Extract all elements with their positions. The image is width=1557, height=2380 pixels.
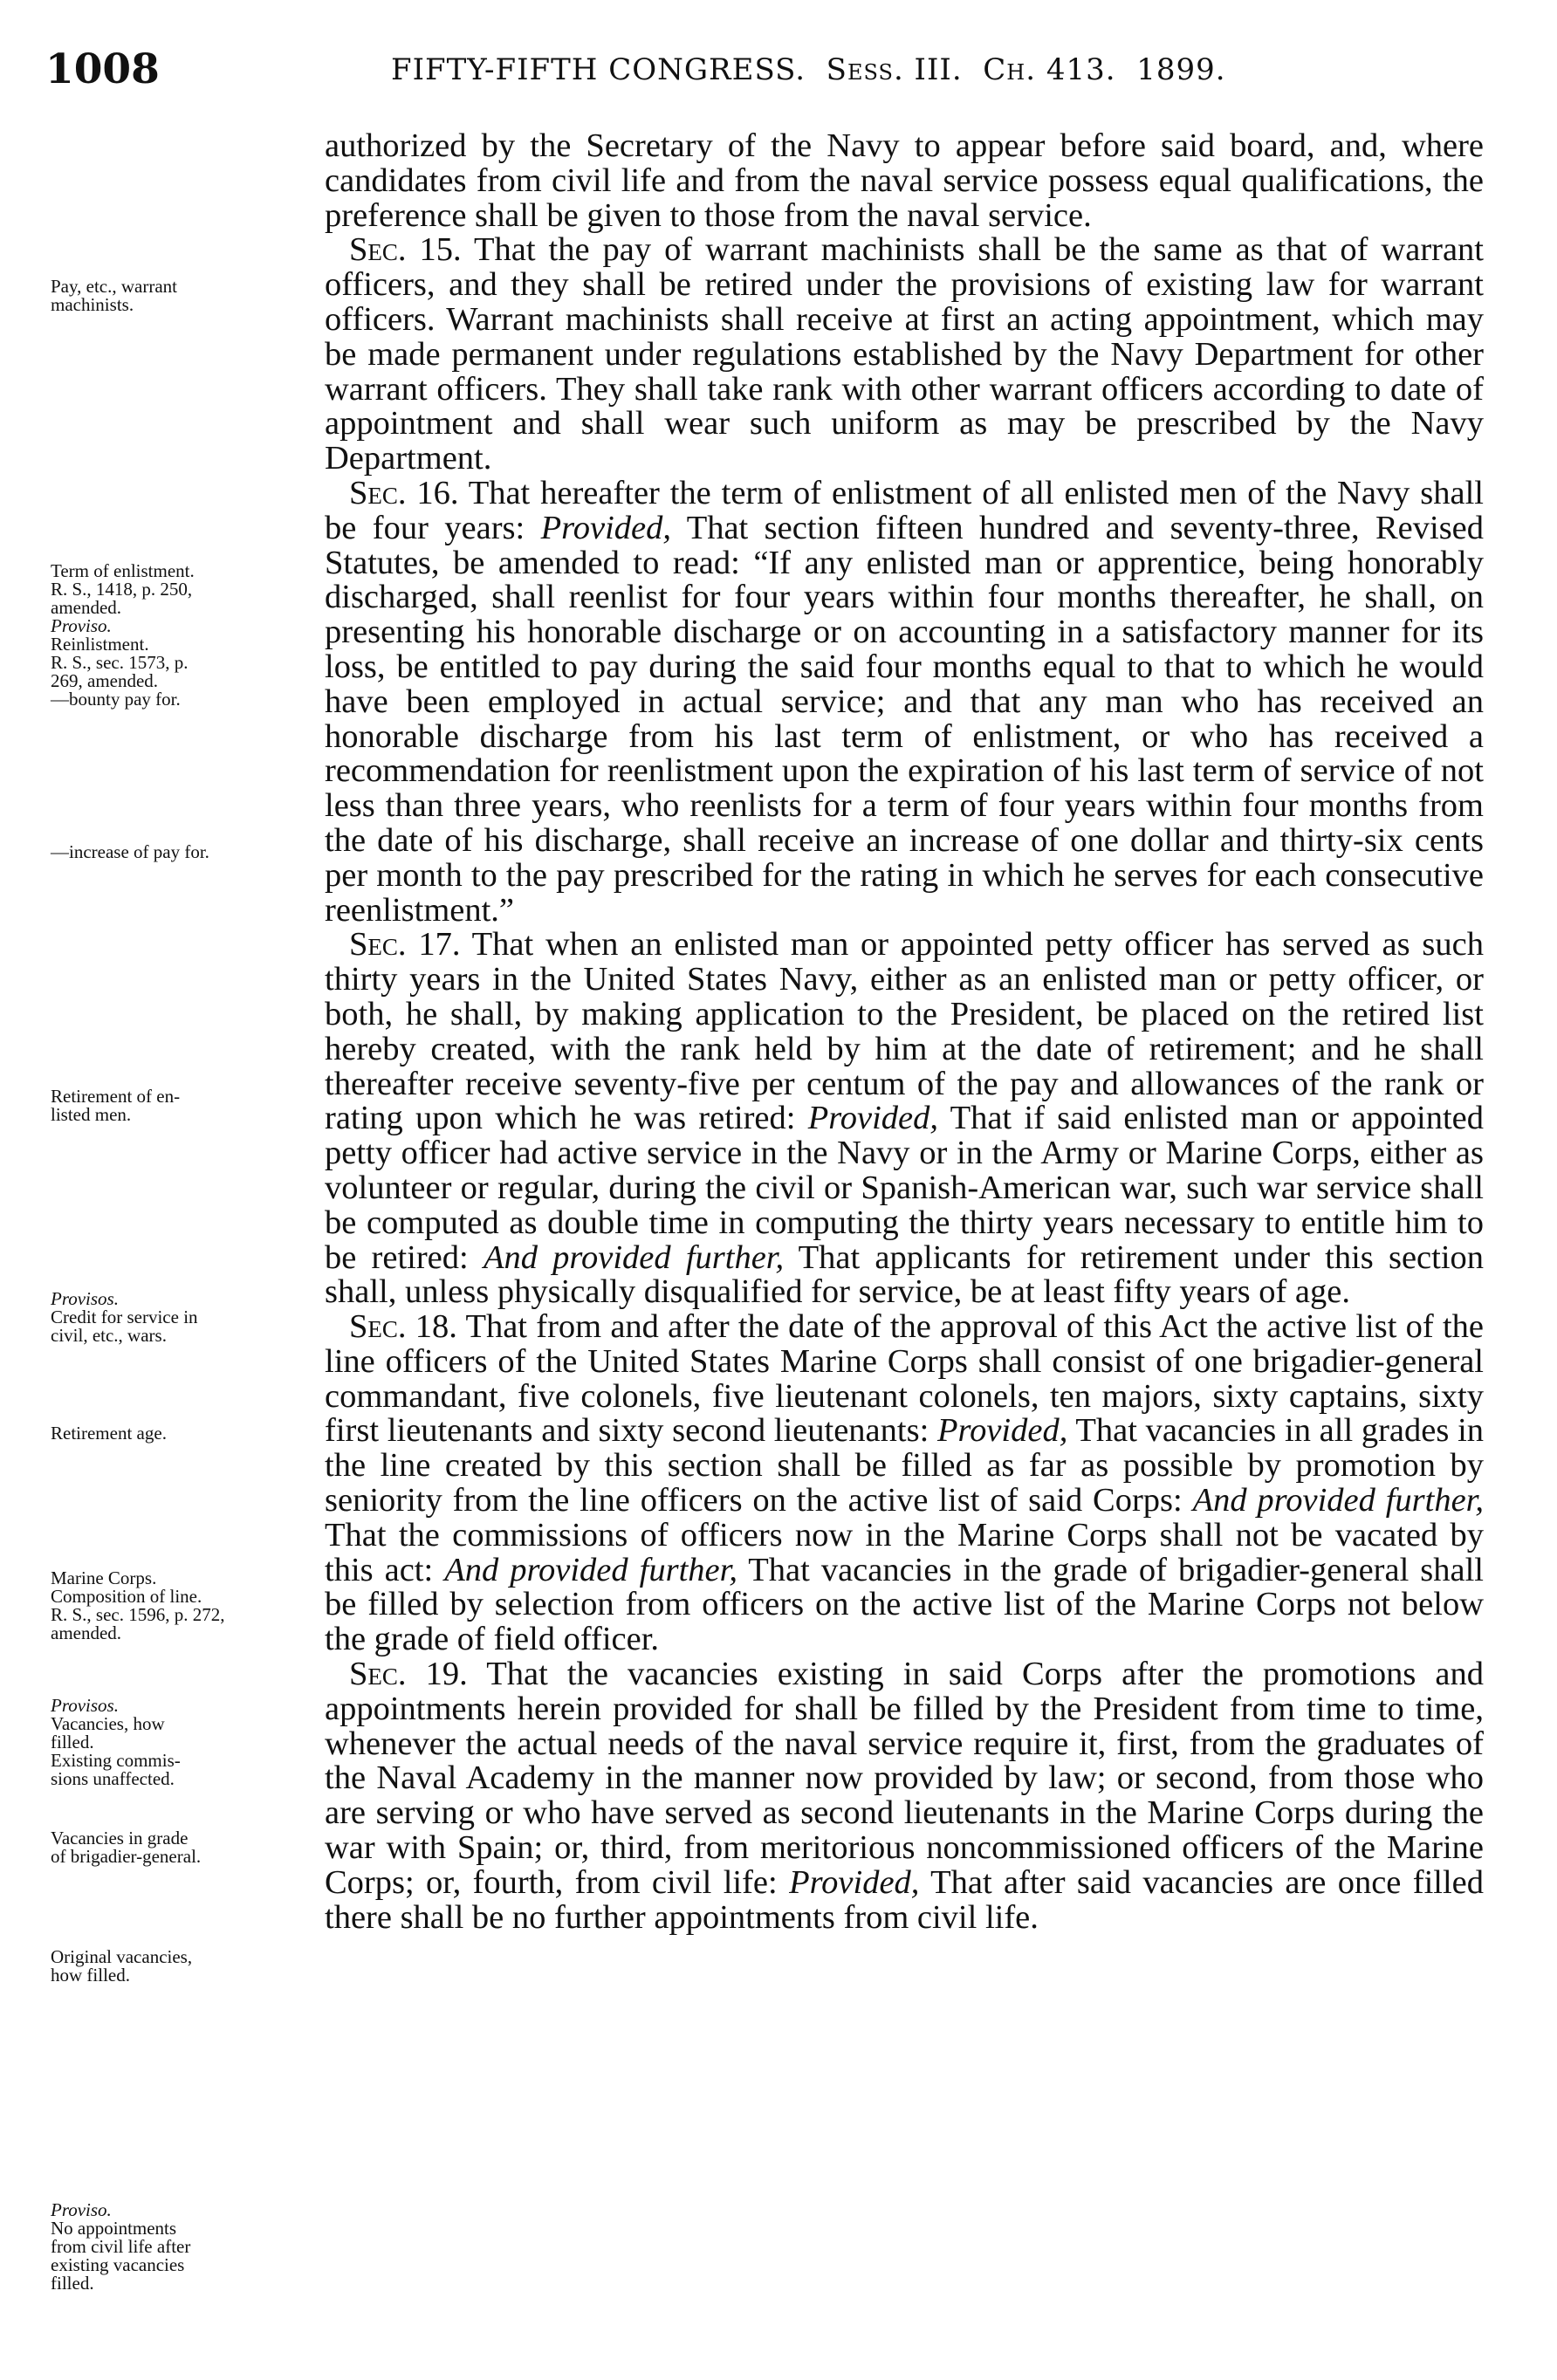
margin-line: Retirement of en-	[51, 1086, 181, 1107]
margin-note-increase-pay	[51, 843, 312, 861]
margin-line: Credit for service in	[51, 1307, 198, 1327]
margin-line: from civil life after	[51, 2236, 191, 2257]
section-17-label: Sec. 17.	[349, 926, 461, 964]
margin-line: Original vacancies,	[51, 1946, 193, 1967]
proviso-italic: And provided further,	[1192, 1482, 1485, 1519]
section-18-text: That from and after the date of the approval of this Act the active list of the line officers of the United States Marine Corps shall consist of one brigadier-general commandant, five colonels, five lieutenant colonels, ten majors, sixty captains, sixty first lieutenants and sixty second lieutenants:	[325, 1308, 1484, 1450]
section-16-label: Sec. 16.	[349, 474, 459, 511]
margin-line: —bounty pay for.	[51, 689, 181, 710]
section-17-credit: That if said enlisted man or appointed petty officer had active service in the Navy or in the Army or Marine Corps, either as volunteer or regular, during the civil or Spanish-American war, such war service shall be computed as double time in computing the thirty years necessary to entitle him to be retired:	[325, 1100, 1485, 1276]
running-head	[391, 52, 1226, 87]
margin-line: R. S., sec. 1596, p. 272,	[51, 1604, 225, 1625]
margin-line: how filled.	[51, 1965, 130, 1986]
margin-line: Marine Corps.	[51, 1567, 157, 1588]
proviso-italic: Provided,	[540, 509, 671, 546]
section-18	[325, 1310, 1484, 1657]
section-17-text: That when an enlisted man or appointed petty officer has served as such thirty years in the United States Navy, either as an enlisted man or petty officer, or both, he shall, by making application to the President, be placed on the retired list hereby created, with the rank held by him at the date of retirement; and he shall thereafter receive seventy-five per centum of the pay and allowances of the rank or rating upon which he was retired:	[325, 926, 1484, 1137]
margin-line: —increase of pay for.	[51, 841, 209, 862]
margin-line: R. S., sec. 1573, p.	[51, 652, 189, 673]
margin-line: Proviso.	[51, 615, 112, 636]
margin-line: listed men.	[51, 1104, 132, 1125]
margin-line: Retirement age.	[51, 1423, 167, 1444]
margin-note-pay	[51, 278, 312, 314]
margin-line: filled.	[51, 1732, 94, 1752]
section-15-text: That the pay of warrant machinists shall be the same as that of warrant officers, and they shall be retired under the provisions of existing law for warrant officers. Warrant machinists shall receive at first an acting appointment, which may be made permanent under regulations established by the Navy Department for other warrant officers. They shall take rank with other warrant officers according to date of appointment and shall wear such uniform as may be prescribed by the Navy Department.	[325, 231, 1484, 477]
section-19	[325, 1657, 1484, 1935]
margin-note-credit	[51, 1290, 312, 1345]
proviso-italic: Provided,	[937, 1412, 1068, 1450]
section-19-no-appointments: That after said vacancies are once filled there shall be no further appointments from civil life.	[325, 1863, 1484, 1936]
section-16-text: That hereafter the term of enlistment of all enlisted men of the Navy shall be four years:	[325, 474, 1484, 546]
section-19-text: That the vacancies existing in said Corps after the promotions and appointments herein provided for shall be filled by the President from time to time, whenever the actual needs of the naval service require it, first, from the graduates of the Naval Academy in the manner now provided by law; or second, from those who are serving or who have served as second lieutenants in the Marine Corps during the war with Spain; or, third, from meritorious noncommissioned officers of the Marine Corps; or, fourth, from civil life:	[325, 1656, 1485, 1901]
margin-line: Vacancies, how	[51, 1713, 165, 1734]
section-15-label: Sec. 15.	[349, 231, 462, 269]
margin-line: Reinlistment.	[51, 634, 149, 655]
margin-line: 269, amended.	[51, 670, 159, 691]
section-18-brigadier: That vacancies in the grade of brigadier-general shall be filled by selection from officers on the active list of the Marine Corps not below the grade of field officer.	[325, 1551, 1484, 1658]
margin-line: of brigadier-general.	[51, 1846, 202, 1867]
section-16-amendment: That section fifteen hundred and seventy-three, Revised Statutes, be amended to read: “If any enlisted man or apprentice, being honorably discharged, shall reenlist for four years within four months thereafter, he shall, on presenting his honorable discharge or on accounting in a satisfactory manner for its loss, be entitled to pay during the said four months equal to that to which he would have been employed in actual service; and that any man who has received an honorable discharge from his last term of enlistment, or who has received a recommendation for reenlistment upon the expiration of his last term of service of not less than three years, who reenlists for a term of four years within four months from the date of his discharge, shall receive an increase of one dollar and thirty-six cents per month to the pay prescribed for the rating in which he serves for each consecutive reenlistment.”	[325, 509, 1485, 929]
margin-note-brigadier	[51, 1829, 312, 1866]
margin-line: existing vacancies	[51, 2254, 185, 2275]
margin-line: Pay, etc., warrant	[51, 276, 177, 297]
section-17	[325, 928, 1484, 1310]
margin-note-no-appointments	[51, 2201, 312, 2293]
margin-note-retirement	[51, 1087, 312, 1124]
section-18-commissions: That the commissions of officers now in the Marine Corps shall not be vacated by this act:	[325, 1516, 1484, 1588]
margin-line: Proviso.	[51, 2199, 112, 2220]
session-label: Sess. III.	[826, 52, 963, 87]
margin-line: machinists.	[51, 294, 134, 315]
margin-line: Existing commis-	[51, 1750, 181, 1771]
section-18-vacancies: That vacancies in all grades in the line created by this section shall be filled as far as possible by promotion by seniority from the line officers on the active list of said Corps:	[325, 1412, 1485, 1519]
margin-line: Vacancies in grade	[51, 1828, 189, 1848]
margin-line: civil, etc., wars.	[51, 1325, 167, 1346]
margin-note-retirement-age	[51, 1424, 312, 1443]
section-17-age: That applicants for retirement under this section shall, unless physically disqualified for service, be at least fifty years of age.	[325, 1238, 1485, 1311]
margin-line: amended.	[51, 1622, 122, 1643]
margin-line: No appointments	[51, 2218, 177, 2239]
proviso-italic: And provided further,	[444, 1551, 737, 1588]
section-15	[325, 233, 1484, 477]
section-16	[325, 474, 1485, 929]
margin-note-enlistment	[51, 562, 312, 709]
congress-title: FIFTY-FIFTH CONGRESS.	[391, 52, 806, 87]
margin-line: Composition of line.	[51, 1586, 202, 1607]
section-18-label: Sec. 18.	[349, 1308, 457, 1346]
margin-note-marine-corps	[51, 1569, 312, 1643]
page-header	[45, 45, 1477, 98]
margin-note-vacancies	[51, 1697, 312, 1788]
margin-line: R. S., 1418, p. 250,	[51, 579, 193, 600]
continued-paragraph: authorized by the Secretary of the Navy to appear before said board, and, where candidates from civil life and from the naval service possess equal qualifications, the preference shall be given to those from the naval service.	[325, 127, 1484, 234]
margin-line: filled.	[51, 2273, 94, 2294]
margin-note-original-vacancies	[51, 1948, 312, 1985]
margin-line: amended.	[51, 597, 122, 618]
margin-line: Provisos.	[51, 1288, 119, 1309]
page-number: 1008	[45, 45, 160, 93]
margin-line: Term of enlistment.	[51, 560, 195, 581]
year-label: 1899.	[1136, 52, 1226, 87]
margin-line: sions unaffected.	[51, 1768, 175, 1789]
statute-text	[325, 129, 1484, 1935]
chapter-label: Ch. 413.	[983, 52, 1116, 87]
proviso-italic: Provided,	[807, 1100, 939, 1137]
section-19-label: Sec. 19.	[349, 1656, 468, 1693]
proviso-italic: And provided further,	[483, 1238, 785, 1276]
proviso-italic: Provided,	[789, 1863, 920, 1901]
margin-line: Provisos.	[51, 1695, 119, 1716]
